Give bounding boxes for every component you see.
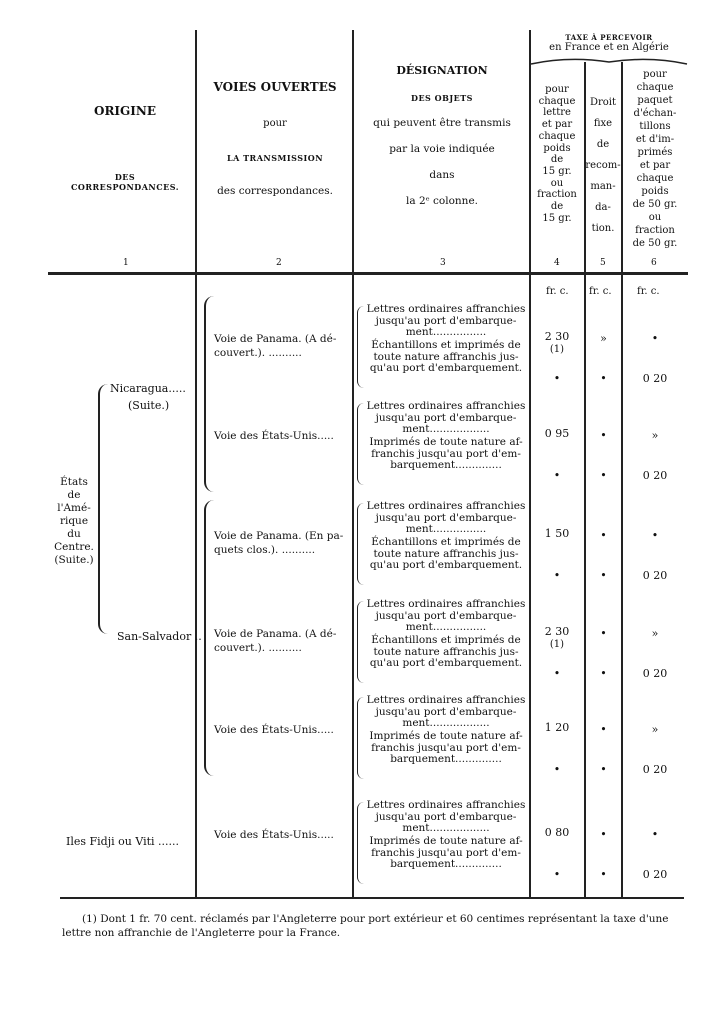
etats-line: du [67, 528, 81, 540]
tax-recommend-samples: • [600, 868, 607, 881]
origin-nicaragua-suite: (Suite.) [128, 399, 170, 412]
taxe-brace [529, 54, 689, 68]
col4-head-line: fraction [537, 189, 577, 201]
origin-nicaragua: Nicaragua..... [110, 382, 186, 395]
etats-line: États [60, 476, 88, 488]
unit-col5: fr. c. [589, 286, 612, 297]
tax-letter-value: 1 20 [544, 721, 570, 734]
object-letters [362, 800, 530, 835]
etats-line: (Suite.) [54, 554, 94, 566]
col6-head-line: d'échan- [633, 108, 677, 119]
tax-recommend-samples: • [600, 372, 607, 385]
obj2-l3: qu'au port d'embarquement. [369, 657, 523, 669]
colnum-4: 4 [554, 258, 560, 268]
col5-head-line: recom- [585, 160, 621, 171]
tax-recommend-letter: • [600, 828, 607, 841]
tax-letter-samples: • [553, 667, 561, 680]
desig-l1: DÉSIGNATION [396, 64, 488, 77]
col4-head-line: et par [541, 119, 573, 131]
obj1-l1: Lettres ordinaires affranchies [366, 303, 526, 315]
tax-letter-value: 2 30 [544, 625, 570, 638]
tax-recommend-samples: • [600, 763, 607, 776]
col6-head-line: chaque [636, 82, 674, 93]
tax-recommend-letter: » [600, 332, 607, 345]
obj2-l2: franchis jusqu'au port d'em- [371, 846, 521, 859]
obj1-l1: Lettres ordinaires affranchies [366, 400, 526, 412]
object-samples [362, 731, 530, 766]
voies-l3: LA TRANSMISSION [226, 153, 323, 163]
taxe-l2: en France et en Algérie [549, 42, 669, 53]
col6-head-line: primés [637, 147, 673, 158]
brace-sansalvador [204, 500, 214, 776]
etats-line: Centre. [54, 541, 94, 553]
colnum-6: 6 [651, 258, 657, 268]
tax-recommend-samples: • [600, 469, 607, 482]
object-letters [362, 501, 530, 536]
tax-letter [531, 826, 583, 840]
col4-head-line: ou [550, 177, 564, 189]
col6-head-line: tillons [639, 121, 671, 132]
tax-letter-samples: • [553, 469, 561, 482]
obj1-l3: ment................ [405, 326, 487, 338]
obj1-l1: Lettres ordinaires affranchies [366, 598, 526, 610]
tax-samples-letter: • [651, 332, 659, 345]
object-letters [362, 599, 530, 634]
obj1-l2: jusqu'au port d'embarque- [375, 609, 517, 622]
route-label [214, 627, 354, 655]
obj2-l1: Échantillons et imprimés de [371, 634, 521, 646]
obj2-l3: qu'au port d'embarquement. [369, 362, 523, 374]
tax-letter-samples: • [553, 569, 561, 582]
object-samples [362, 537, 530, 572]
tax-recommend-samples: • [600, 667, 607, 680]
tax-letter-samples: • [553, 763, 561, 776]
origin-sansalvador: San-Salvador .. [117, 630, 202, 643]
route-label-l1: Voie de Panama. (En pa- [214, 530, 344, 542]
col5-head-line: man- [590, 181, 616, 192]
rule-col2 [352, 30, 354, 898]
brace-etats [98, 384, 110, 634]
object-samples [362, 635, 530, 670]
route-label-l2: quets clos.). .......... [214, 544, 316, 556]
col5-head-line: de [596, 139, 610, 150]
object-samples [362, 836, 530, 871]
col6-head-line: de 50 gr. [632, 199, 678, 210]
desig-l3: qui peuvent être transmis [373, 117, 511, 129]
obj1-l3: ment.................. [402, 423, 490, 435]
rule-table-bottom [60, 897, 684, 899]
etats-line: de [67, 489, 81, 501]
desig-l6: la 2ᵉ colonne. [406, 195, 478, 207]
route-label [214, 723, 354, 737]
obj1-l2: jusqu'au port d'embarque- [375, 511, 517, 524]
obj2-l1: Échantillons et imprimés de [371, 339, 521, 351]
tax-letter-samples: • [553, 868, 561, 881]
tax-samples-value: 0 20 [642, 469, 668, 482]
origine-title: ORIGINE [93, 104, 156, 118]
obj2-l2: franchis jusqu'au port d'em- [371, 447, 521, 460]
col4-head-line: chaque [538, 95, 576, 107]
header-designation [355, 64, 529, 207]
voies-l1: VOIES OUVERTES [213, 80, 337, 94]
obj2-l1: Échantillons et imprimés de [371, 536, 521, 548]
col4-head-line: poids [543, 142, 571, 154]
header-col5 [585, 92, 621, 239]
object-letters [362, 304, 530, 339]
tax-samples-value: 0 20 [642, 868, 668, 881]
header-voies [198, 80, 352, 197]
tax-samples-value: 0 20 [642, 763, 668, 776]
taxe-l1: TAXE À PERCEVOIR [565, 33, 653, 42]
route-label [214, 529, 354, 557]
unit-col4: fr. c. [546, 286, 569, 297]
col6-head-line: poids [641, 186, 669, 197]
object-letters [362, 401, 530, 436]
object-samples [362, 340, 530, 375]
tax-samples-letter: » [651, 627, 659, 640]
obj2-l3: qu'au port d'embarquement. [369, 559, 523, 571]
header-origine [60, 104, 190, 192]
col6-head-line: fraction [635, 225, 675, 236]
tax-letter-value: 0 95 [544, 427, 570, 440]
col5-head-line: da- [595, 202, 611, 213]
desig-l2: DES OBJETS [411, 93, 473, 103]
col6-head-line: et par [639, 160, 671, 171]
tax-samples-value: 0 20 [642, 569, 668, 582]
obj2-l1: Imprimés de toute nature af- [369, 730, 523, 742]
origine-sub: DES CORRESPONDANCES. [70, 172, 179, 192]
origin-etats [48, 476, 100, 567]
tax-recommend-samples: • [600, 569, 607, 582]
etats-line: rique [59, 515, 89, 527]
tax-letter [531, 527, 583, 541]
tax-samples-value: 0 20 [642, 372, 668, 385]
colnum-5: 5 [600, 258, 606, 268]
voies-l4: des correspondances. [217, 185, 333, 197]
footnote: (1) Dont 1 fr. 70 cent. réclamés par l'Angleterre pour port extérieur et 60 centimes représentant la taxe d'une lettre non affranchie de l'Angleterre pour la France. [62, 913, 669, 939]
col4-head-line: de [550, 201, 564, 213]
route-label-l1: Voie des États-Unis..... [214, 724, 334, 736]
object-letters [362, 695, 530, 730]
tax-samples-letter: • [651, 529, 659, 542]
obj2-l1: Imprimés de toute nature af- [369, 436, 523, 448]
obj2-l2: toute nature affranchis jus- [373, 645, 519, 658]
route-label [214, 429, 354, 443]
tax-recommend-letter: • [600, 529, 607, 542]
tax-letter-value: 0 80 [544, 826, 570, 839]
tax-letter [531, 330, 583, 355]
col6-head-line: de 50 gr. [632, 238, 678, 249]
obj2-l1: Imprimés de toute nature af- [369, 835, 523, 847]
col4-head-line: pour [545, 84, 569, 95]
obj1-l3: ment................ [405, 621, 487, 633]
obj2-l2: toute nature affranchis jus- [373, 350, 519, 363]
col5-head-line: fixe [593, 118, 613, 129]
route-label-l2: couvert.). .......... [214, 347, 302, 359]
col6-head-line: et d'im- [635, 134, 675, 145]
col4-head-line: 15 gr. [542, 212, 572, 224]
obj1-l2: jusqu'au port d'embarque- [375, 810, 517, 823]
obj1-l3: ment................ [405, 523, 487, 535]
header-col4 [531, 84, 583, 224]
colnum-2: 2 [276, 258, 282, 268]
tax-recommend-letter: • [600, 627, 607, 640]
obj1-l3: ment.................. [402, 717, 490, 729]
obj2-l3: barquement.............. [390, 753, 502, 765]
tax-samples-value: 0 20 [642, 667, 668, 680]
col4-head-line: de [550, 154, 564, 166]
tax-recommend-letter: • [600, 429, 607, 442]
header-col6 [623, 68, 687, 250]
col5-head-line: tion. [591, 223, 615, 234]
tax-letter-value: 2 30 [544, 330, 570, 343]
route-label-l1: Voie de Panama. (A dé- [214, 628, 337, 640]
route-label-l1: Voie des États-Unis..... [214, 430, 334, 442]
tax-letter-samples: • [553, 372, 561, 385]
col5-head-line: Droit [589, 97, 617, 108]
col4-head-line: lettre [543, 107, 571, 119]
obj2-l3: barquement.............. [390, 858, 502, 870]
col6-head-line: paquet [637, 95, 673, 106]
desig-l4: par la voie indiquée [389, 143, 495, 155]
col6-head-line: chaque [636, 173, 674, 184]
header-taxe [530, 33, 688, 53]
obj1-l1: Lettres ordinaires affranchies [366, 694, 526, 706]
obj1-l2: jusqu'au port d'embarque- [375, 314, 517, 327]
colnum-3: 3 [440, 258, 446, 268]
rule-col1 [195, 30, 197, 898]
origin-fidji: Iles Fidji ou Viti ...... [66, 835, 180, 848]
tax-letter-note: (1) [549, 344, 565, 355]
desig-l5: dans [429, 169, 455, 181]
object-samples [362, 437, 530, 472]
route-label-l1: Voie des États-Unis..... [214, 829, 334, 841]
voies-l2: pour [263, 118, 287, 129]
obj1-l2: jusqu'au port d'embarque- [375, 411, 517, 424]
brace-nicaragua [204, 296, 214, 492]
obj2-l2: franchis jusqu'au port d'em- [371, 741, 521, 754]
tax-samples-letter: » [651, 723, 659, 736]
tax-letter [531, 625, 583, 650]
col4-head-line: chaque [538, 130, 576, 142]
rule-header-bottom [48, 272, 688, 275]
tax-letter [531, 721, 583, 735]
tax-samples-letter: » [651, 429, 659, 442]
tax-samples-letter: • [651, 828, 659, 841]
col4-head-line: 15 gr. [542, 165, 572, 177]
tax-letter [531, 427, 583, 441]
route-label [214, 828, 354, 842]
route-label-l1: Voie de Panama. (A dé- [214, 333, 337, 345]
col6-head-line: pour [643, 69, 667, 80]
route-label-l2: couvert.). .......... [214, 642, 302, 654]
tax-recommend-letter: • [600, 723, 607, 736]
route-label [214, 332, 354, 360]
unit-col6: fr. c. [637, 286, 660, 297]
obj1-l1: Lettres ordinaires affranchies [366, 799, 526, 811]
obj2-l2: toute nature affranchis jus- [373, 547, 519, 560]
col6-head-line: ou [648, 212, 662, 223]
tax-letter-value: 1 50 [544, 527, 570, 540]
obj1-l2: jusqu'au port d'embarque- [375, 705, 517, 718]
tax-letter-note: (1) [549, 639, 565, 650]
obj2-l3: barquement.............. [390, 459, 502, 471]
colnum-1: 1 [123, 258, 129, 268]
etats-line: l'Amé- [57, 502, 91, 514]
obj1-l3: ment.................. [402, 822, 490, 834]
obj1-l1: Lettres ordinaires affranchies [366, 500, 526, 512]
